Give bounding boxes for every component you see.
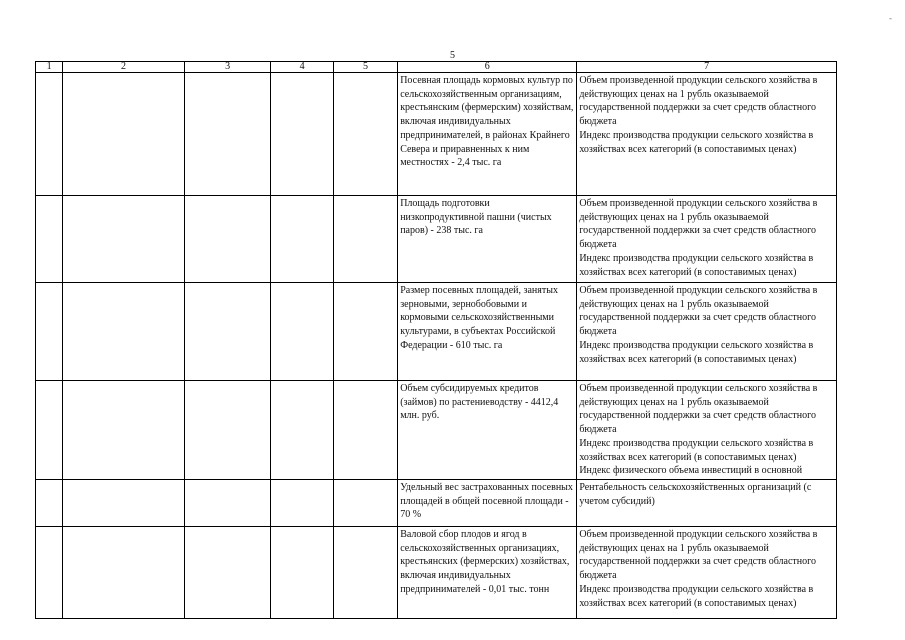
cell-col-5	[333, 196, 397, 283]
target-text: Объем произведенной продукции сельского хозяйства в действующих ценах на 1 рубль оказываемой государственной поддержки за счет средств областного бюджета	[579, 285, 818, 338]
target-text: Индекс производства продукции сельского хозяйства в хозяйствах всех категорий (в сопоставимых ценах)	[579, 339, 814, 365]
cell-col-4	[271, 73, 333, 196]
column-header-3: 3	[184, 62, 271, 73]
target-cell	[577, 527, 837, 619]
column-header-1: 1	[36, 62, 63, 73]
indicator-cell: Площадь подготовки низкопродуктивной пашни (чистых паров) - 238 тыс. га	[398, 196, 577, 283]
cell-col-2	[63, 196, 185, 283]
target-text: Индекс производства продукции сельского хозяйства в хозяйствах всех категорий (в сопоставимых ценах)	[579, 583, 814, 609]
cell-col-3	[184, 283, 271, 381]
cell-col-5	[333, 283, 397, 381]
cell-col-2	[63, 381, 185, 480]
cell-col-2	[63, 73, 185, 196]
table-row	[36, 527, 837, 619]
indicator-cell: Удельный вес застрахованных посевных площадей в общей посевной площади - 70 %	[398, 480, 577, 527]
target-text: Индекс физического объема инвестиций в основной	[579, 465, 803, 477]
target-text: Объем произведенной продукции сельского хозяйства в действующих ценах на 1 рубль оказываемой государственной поддержки за счет средств областного бюджета	[579, 529, 818, 582]
cell-col-5	[333, 480, 397, 527]
corner-mark: -	[889, 13, 892, 23]
cell-col-4	[271, 480, 333, 527]
cell-col-5	[333, 527, 397, 619]
target-cell	[577, 196, 837, 283]
table-row	[36, 73, 837, 196]
target-cell	[577, 283, 837, 381]
indicator-cell: Посевная площадь кормовых культур по сельскохозяйственным организациям, крестьянским (фермерским) хозяйствам, включая индивидуальных предпринимателей, в районах Крайнего Севера и приравненных к ним местностях - 2,4 тыс. га	[398, 73, 577, 196]
cell-col-3	[184, 527, 271, 619]
target-text: Индекс производства продукции сельского хозяйства в хозяйствах всех категорий (в сопоставимых ценах)	[579, 129, 814, 155]
cell-col-4	[271, 527, 333, 619]
cell-col-3	[184, 480, 271, 527]
page-number: 5	[450, 50, 455, 61]
cell-col-4	[271, 196, 333, 283]
cell-col-2	[63, 527, 185, 619]
cell-col-3	[184, 196, 271, 283]
target-cell	[577, 480, 837, 527]
target-text: Индекс производства продукции сельского хозяйства в хозяйствах всех категорий (в сопоставимых ценах)	[579, 252, 814, 278]
indicator-cell: Валовой сбор плодов и ягод в сельскохозяйственных организациях, крестьянских (фермерских) хозяйствах, включая индивидуальных предпринимателей - 0,01 тыс. тонн	[398, 527, 577, 619]
target-text: Объем произведенной продукции сельского хозяйства в действующих ценах на 1 рубль оказываемой государственной поддержки за счет средств областного бюджета	[579, 383, 818, 436]
cell-col-5	[333, 381, 397, 480]
target-text: Рентабельность сельскохозяйственных организаций (с учетом субсидий)	[579, 482, 812, 507]
cell-col-4	[271, 283, 333, 381]
target-cell	[577, 381, 837, 480]
column-header-5: 5	[333, 62, 397, 73]
cell-col-1	[36, 283, 63, 381]
cell-col-2	[63, 283, 185, 381]
cell-col-1	[36, 527, 63, 619]
cell-col-4	[271, 381, 333, 480]
cell-col-2	[63, 480, 185, 527]
table-row	[36, 381, 837, 480]
cell-col-1	[36, 73, 63, 196]
column-header-7: 7	[577, 62, 837, 73]
cell-col-3	[184, 381, 271, 480]
column-header-4: 4	[271, 62, 333, 73]
target-text: Объем произведенной продукции сельского хозяйства в действующих ценах на 1 рубль оказываемой государственной поддержки за счет средств областного бюджета	[579, 75, 818, 128]
indicator-cell: Объем субсидируемых кредитов (займов) по растениеводству - 4412,4 млн. руб.	[398, 381, 577, 480]
target-text: Объем произведенной продукции сельского хозяйства в действующих ценах на 1 рубль оказываемой государственной поддержки за счет средств областного бюджета	[579, 198, 818, 251]
document-table	[35, 61, 837, 619]
table-row	[36, 480, 837, 527]
header-row	[36, 62, 837, 73]
column-header-2: 2	[63, 62, 185, 73]
target-cell	[577, 73, 837, 196]
cell-col-1	[36, 381, 63, 480]
column-header-6: 6	[398, 62, 577, 73]
indicator-cell: Размер посевных площадей, занятых зерновыми, зернобобовыми и кормовыми сельскохозяйственными культурами, в субъектах Российской Федерации - 610 тыс. га	[398, 283, 577, 381]
cell-col-5	[333, 73, 397, 196]
target-text: Индекс производства продукции сельского хозяйства в хозяйствах всех категорий (в сопоставимых ценах)	[579, 437, 814, 463]
table-row	[36, 283, 837, 381]
cell-col-3	[184, 73, 271, 196]
cell-col-1	[36, 480, 63, 527]
cell-col-1	[36, 196, 63, 283]
table-row	[36, 196, 837, 283]
